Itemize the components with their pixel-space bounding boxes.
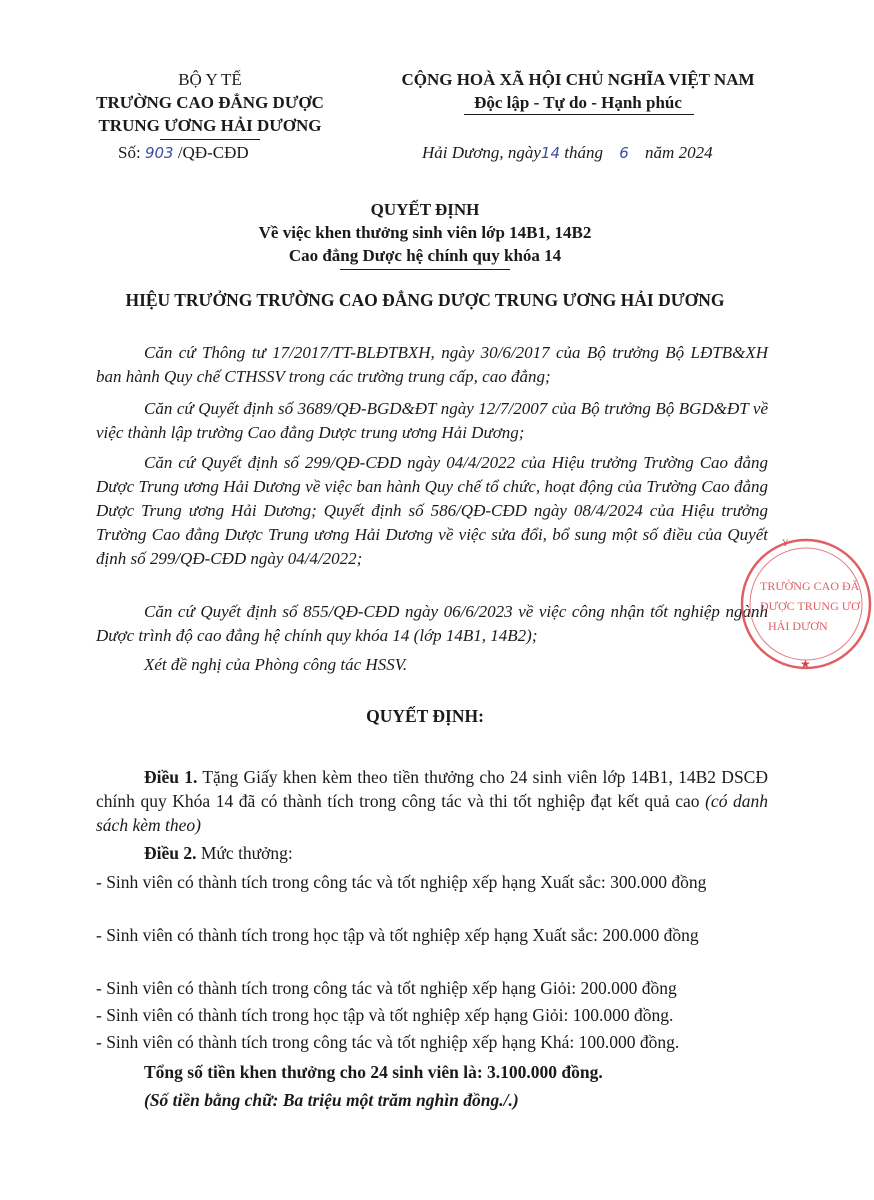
reward-item-1: - Sinh viên có thành tích trong công tác và tốt nghiệp xếp hạng Xuất sắc: 300.000 đồng xyxy=(96,872,707,892)
title-subject-line2: Cao đẳng Dược hệ chính quy khóa 14 xyxy=(288,246,562,265)
document-number: Số: 903 /QĐ-CĐD xyxy=(118,143,249,162)
motto-underline xyxy=(464,114,694,115)
reward-item-4: - Sinh viên có thành tích trong học tập và tốt nghiệp xếp hạng Giỏi: 100.000 đồng. xyxy=(96,1005,674,1025)
article-2-label: Điều 2. xyxy=(144,843,197,863)
stamp-text-line3: HẢI DƯƠN xyxy=(768,619,828,633)
decision-title xyxy=(100,198,750,267)
school-name-line2: TRUNG ƯƠNG HẢI DƯƠNG xyxy=(98,116,322,135)
title-subject-line1: Về việc khen thưởng sinh viên lớp 14B1, 14B2 xyxy=(258,223,592,242)
consideration-5: Xét đề nghị của Phòng công tác HSSV. xyxy=(144,655,408,674)
article-1-label: Điều 1. xyxy=(144,767,198,787)
nation-name: CỘNG HOÀ XÃ HỘI CHỦ NGHĨA VIỆT NAM xyxy=(401,70,755,89)
motto: Độc lập - Tự do - Hạnh phúc xyxy=(474,93,682,112)
reward-item-3: - Sinh viên có thành tích trong công tác và tốt nghiệp xếp hạng Giỏi: 200.000 đồng xyxy=(96,978,677,998)
title-underline xyxy=(340,269,510,270)
consideration-1: Căn cứ Thông tư 17/2017/TT-BLĐTBXH, ngày 30/6/2017 của Bộ trưởng Bộ LĐTB&XH ban hành Quy chế CTHSSV trong các trường trung cấp, cao đẳng; xyxy=(96,343,768,386)
reward-item-5: - Sinh viên có thành tích trong công tác và tốt nghiệp xếp hạng Khá: 100.000 đồng. xyxy=(96,1032,680,1052)
stamp-text-line2: DƯỢC TRUNG ƯƠ xyxy=(760,599,860,613)
article-2 xyxy=(96,841,768,865)
article-1 xyxy=(96,765,768,837)
school-name-line1: TRƯỜNG CAO ĐẲNG DƯỢC xyxy=(96,93,324,112)
consideration-2: Căn cứ Quyết định số 3689/QĐ-BGD&ĐT ngày 12/7/2007 của Bộ trưởng Bộ BGD&ĐT về việc thành lập trường Cao đẳng Dược trung ương Hải Dương; xyxy=(96,399,768,442)
issuer-underline xyxy=(160,139,260,140)
nation-block xyxy=(378,68,778,114)
handwritten-day: 14 xyxy=(540,144,561,162)
total-amount: Tổng số tiền khen thưởng cho 24 sinh viên là: 3.100.000 đồng. xyxy=(144,1062,603,1082)
reward-item-2: - Sinh viên có thành tích trong học tập và tốt nghiệp xếp hạng Xuất sắc: 200.000 đồng xyxy=(96,925,699,945)
decision-heading: QUYẾT ĐỊNH: xyxy=(366,706,484,726)
stamp-text-line1: TRƯỜNG CAO ĐẲ xyxy=(760,579,860,593)
issuer-block xyxy=(60,68,360,137)
article-2-text: Mức thưởng: xyxy=(200,843,293,863)
official-seal-stamp xyxy=(738,536,874,672)
article-1-note: (có danh sách kèm theo) xyxy=(96,791,768,835)
ministry-name: BỘ Y TẾ xyxy=(178,70,242,89)
svg-text:Y: Y xyxy=(782,538,789,548)
handwritten-number: 903 xyxy=(144,144,174,162)
consideration-4: Căn cứ Quyết định số 855/QĐ-CĐD ngày 06/6/2023 về việc công nhận tốt nghiệp ngành Dược trình độ cao đẳng hệ chính quy khóa 14 (lớp 14B1, 14B2); xyxy=(96,602,768,645)
svg-text:★: ★ xyxy=(800,657,811,671)
handwritten-month: 6 xyxy=(619,144,629,162)
total-amount-words: (Số tiền bằng chữ: Ba triệu một trăm nghìn đồng./.) xyxy=(144,1090,519,1110)
title-heading: QUYẾT ĐỊNH xyxy=(370,200,480,219)
article-1-text: Tặng Giấy khen kèm theo tiền thưởng cho 24 sinh viên lớp 14B1, 14B2 DSCĐ chính quy Khóa 14 đã có thành tích trong công tác và thi tốt nghiệp đạt kết quả cao xyxy=(96,767,768,811)
consideration-3: Căn cứ Quyết định số 299/QĐ-CĐD ngày 04/4/2022 của Hiệu trưởng Trường Cao đẳng Dược Trung ương Hải Dương về việc ban hành Quy chế tổ chức, hoạt động của Trường Cao đẳng Dược Trung ương Hải Dương; Quyết định số 586/QĐ-CĐD ngày 08/4/2024 của Hiệu trưởng Trường Cao đẳng Dược Trung ương Hải Dương về việc sửa đổi, bổ sung một số điều của Quyết định số 299/QĐ-CĐD ngày 04/4/2022; xyxy=(96,453,768,568)
date-line: Hải Dương, ngày14 tháng 6 năm 2024 xyxy=(422,143,713,162)
principal-heading: HIỆU TRƯỞNG TRƯỜNG CAO ĐẲNG DƯỢC TRUNG ƯƠNG HẢI DƯƠNG xyxy=(125,290,725,310)
